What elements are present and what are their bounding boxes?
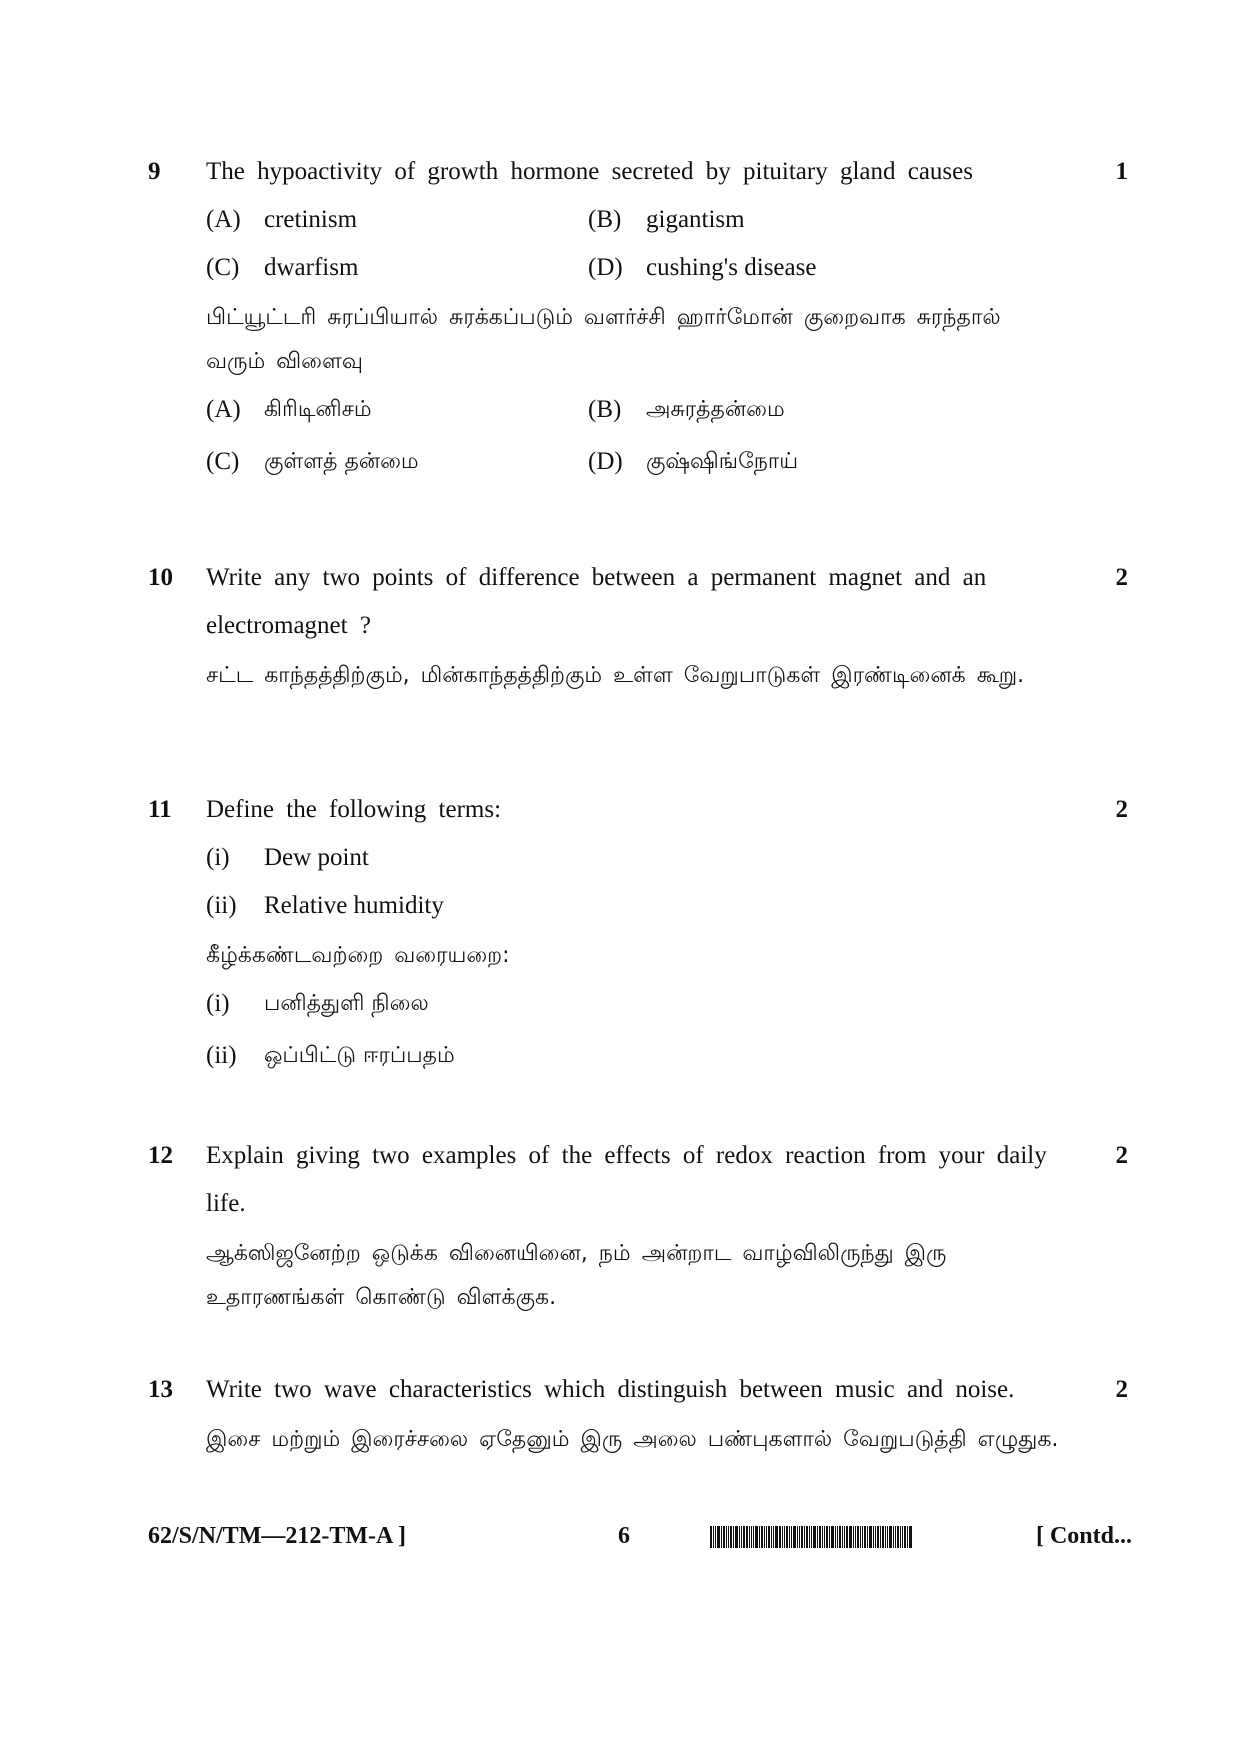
barcode-bar (902, 1526, 903, 1548)
barcode-bar (889, 1526, 892, 1548)
question-number: 13 (148, 1376, 173, 1403)
barcode-bar (806, 1526, 808, 1548)
barcode-bar (862, 1526, 863, 1548)
barcode-bar (819, 1526, 821, 1548)
barcode-bar (909, 1526, 912, 1548)
question-text-english: The hypoactivity of growth hormone secreted by pituitary gland causes (206, 158, 973, 185)
barcode-bar (864, 1526, 866, 1548)
option-a-tamil: (A) கிரிடினிசம் (206, 396, 372, 423)
barcode-bar (730, 1526, 732, 1548)
barcode-bar (837, 1526, 838, 1548)
option-a: (A) cretinism (206, 206, 358, 233)
barcode-bar (880, 1526, 881, 1548)
question-12 (148, 1132, 1128, 1320)
barcode-bar (743, 1526, 745, 1548)
term-item: (i) Dew point (206, 844, 369, 871)
barcode-bar (822, 1526, 823, 1548)
barcode-bar (849, 1526, 852, 1548)
barcode-bar (860, 1526, 861, 1548)
question-text-tamil: கீழ்க்கண்டவற்றை வரையறை: (206, 943, 510, 968)
barcode-bar (746, 1526, 748, 1548)
barcode-bar (900, 1526, 901, 1548)
barcode-bar (768, 1526, 770, 1548)
barcode-bar (873, 1526, 874, 1548)
barcode-bar (875, 1526, 876, 1548)
barcode-bar (733, 1526, 734, 1548)
barcode-bar (717, 1526, 720, 1548)
barcode-bar (741, 1526, 742, 1548)
barcode-bar (897, 1526, 899, 1548)
paper-code: 62/S/N/TM—212-TM-A ] (148, 1523, 406, 1549)
question-number: 10 (148, 564, 173, 591)
options-tamil (206, 384, 1062, 488)
barcode-bar (831, 1526, 834, 1548)
barcode-bar (773, 1526, 774, 1548)
question-9 (148, 148, 1128, 488)
barcode-bar (895, 1526, 896, 1548)
barcode-bar (779, 1526, 781, 1548)
barcode-bar (775, 1526, 778, 1548)
barcode (710, 1526, 992, 1548)
term-item: (ii) Relative humidity (206, 892, 444, 919)
barcode-bar (713, 1526, 714, 1548)
barcode-bar (809, 1526, 810, 1548)
term-item-tamil: (i) பனித்துளி நிலை (206, 990, 429, 1017)
option-d-tamil: (D) குஷ்ஷிங்நோய் (588, 448, 799, 475)
barcode-bar (877, 1526, 879, 1548)
barcode-bar (726, 1526, 727, 1548)
barcode-bar (882, 1526, 884, 1548)
question-text-english: Write any two points of difference between a permanent magnet and an electromagnet ? (206, 564, 987, 639)
barcode-bar (784, 1526, 785, 1548)
barcode-bar (793, 1526, 796, 1548)
barcode-bar (817, 1526, 818, 1548)
question-text-english: Explain giving two examples of the effects of redox reaction from your daily life. (206, 1142, 1047, 1217)
barcode-bar (710, 1526, 712, 1548)
barcode-bar (771, 1526, 772, 1548)
barcode-bar (904, 1526, 906, 1548)
question-marks: 2 (1115, 564, 1128, 591)
question-number: 12 (148, 1142, 173, 1169)
terms-tamil (206, 978, 1062, 1082)
option-b-tamil: (B) அசுரத்தன்மை (588, 396, 785, 423)
barcode-bar (739, 1526, 740, 1548)
question-text-english: Write two wave characteristics which distinguish between music and noise. (206, 1376, 1015, 1403)
barcode-bar (835, 1526, 836, 1548)
barcode-bar (869, 1526, 872, 1548)
option-c-tamil: (C) குள்ளத் தன்மை (206, 448, 419, 475)
barcode-bar (893, 1526, 894, 1548)
barcode-bar (857, 1526, 859, 1548)
barcode-bar (789, 1526, 790, 1548)
barcode-bar (755, 1526, 758, 1548)
question-text-tamil: பிட்யூட்டரி சுரப்பியால் சுரக்கப்படும் வளர்ச்சி ஹார்மோன் குறைவாக சுரந்தால் வரும் விளைவு (206, 305, 1001, 374)
question-marks: 2 (1115, 1142, 1128, 1169)
terms-english (206, 834, 1062, 930)
barcode-bar (885, 1526, 886, 1548)
barcode-bar (753, 1526, 754, 1548)
barcode-bar (723, 1526, 725, 1548)
barcode-bar (855, 1526, 856, 1548)
barcode-bar (853, 1526, 854, 1548)
barcode-bar (782, 1526, 783, 1548)
barcode-bar (804, 1526, 805, 1548)
question-marks: 2 (1115, 796, 1128, 823)
barcode-bar (764, 1526, 765, 1548)
question-text-tamil: ஆக்ஸிஜனேற்ற ஒடுக்க வினையினை, நம் அன்றாட வாழ்விலிருந்து இரு உதாரணங்கள் கொண்டு விளக்குக. (206, 1241, 947, 1310)
question-text-tamil: சட்ட காந்தத்திற்கும், மின்காந்தத்திற்கும் உள்ள வேறுபாடுகள் இரண்டினைக் கூறு. (206, 663, 1025, 688)
barcode-bar (728, 1526, 729, 1548)
barcode-bar (761, 1526, 763, 1548)
barcode-bar (791, 1526, 792, 1548)
barcode-bar (749, 1526, 750, 1548)
continued-label: [ Contd... (1035, 1523, 1132, 1549)
barcode-bar (839, 1526, 841, 1548)
barcode-bar (799, 1526, 800, 1548)
barcode-bar (824, 1526, 825, 1548)
barcode-bar (842, 1526, 843, 1548)
barcode-bar (887, 1526, 888, 1548)
question-text-english: Define the following terms: (206, 796, 502, 823)
option-b: (B) gigantism (588, 206, 745, 233)
question-marks: 2 (1115, 1376, 1128, 1403)
barcode-bar (721, 1526, 722, 1548)
barcode-bar (759, 1526, 760, 1548)
options-english (206, 196, 1062, 292)
barcode-bar (811, 1526, 812, 1548)
question-11 (148, 786, 1128, 1082)
barcode-bar (786, 1526, 788, 1548)
option-c: (C) dwarfism (206, 254, 359, 281)
question-10 (148, 554, 1128, 698)
barcode-bar (715, 1526, 716, 1548)
barcode-bar (844, 1526, 845, 1548)
page-footer (148, 1516, 1132, 1556)
barcode-bar (829, 1526, 830, 1548)
option-d: (D) cushing's disease (588, 254, 817, 281)
barcode-bar (751, 1526, 752, 1548)
barcode-bar (846, 1526, 848, 1548)
barcode-bar (813, 1526, 816, 1548)
barcode-bar (797, 1526, 798, 1548)
barcode-bar (735, 1526, 738, 1548)
question-marks: 1 (1115, 158, 1128, 185)
barcode-bar (801, 1526, 803, 1548)
barcode-bar (826, 1526, 828, 1548)
question-13 (148, 1366, 1128, 1462)
term-item-tamil: (ii) ஒப்பிட்டு ஈரப்பதம் (206, 1042, 455, 1069)
barcode-bar (867, 1526, 868, 1548)
question-number: 9 (148, 158, 161, 185)
barcode-bar (766, 1526, 767, 1548)
page-number: 6 (618, 1523, 630, 1549)
question-number: 11 (148, 796, 172, 823)
barcode-bar (907, 1526, 908, 1548)
question-text-tamil: இசை மற்றும் இரைச்சலை ஏதேனும் இரு அலை பண்புகளால் வேறுபடுத்தி எழுதுக. (206, 1427, 1059, 1452)
